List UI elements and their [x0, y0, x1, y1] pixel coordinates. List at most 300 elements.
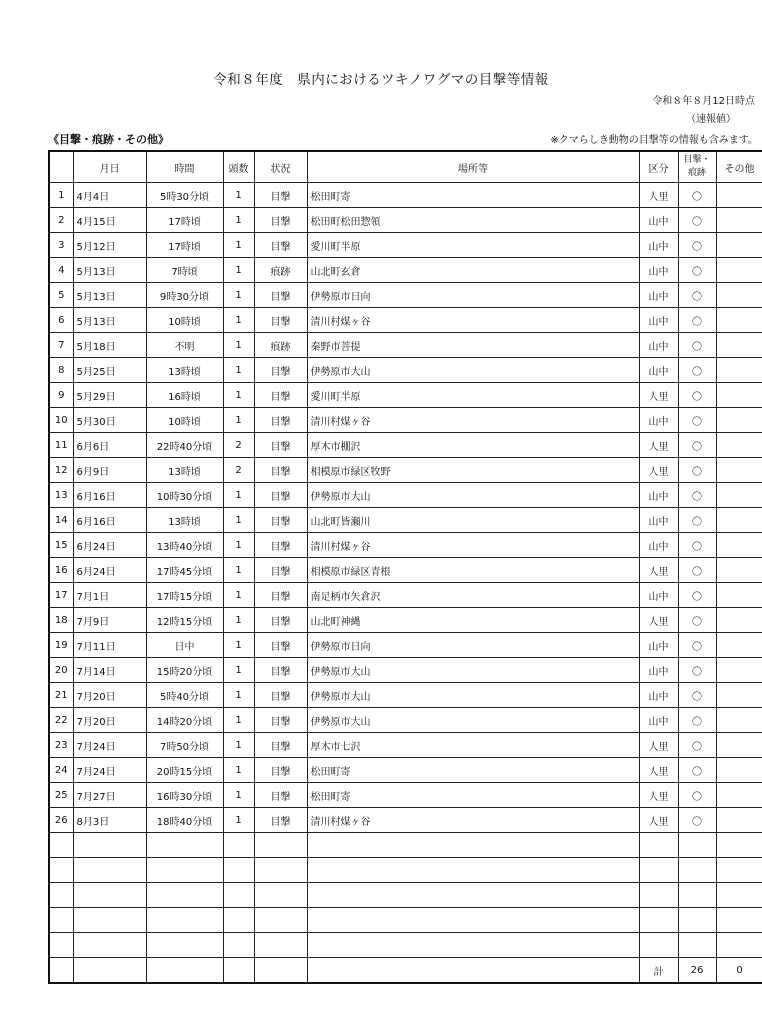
cell-place: 伊勢原市大山	[307, 708, 639, 733]
cell-empty	[678, 858, 716, 883]
cell-other	[716, 408, 762, 433]
cell-sighting: 〇	[678, 533, 716, 558]
cell-other	[716, 783, 762, 808]
total-label: 計	[639, 958, 678, 984]
cell-area: 山中	[639, 358, 678, 383]
table-row	[49, 683, 762, 708]
header-count: 頭数	[223, 151, 254, 183]
cell-count: 1	[223, 633, 254, 658]
cell-count: 1	[223, 483, 254, 508]
cell-other	[716, 283, 762, 308]
cell-sighting: 〇	[678, 733, 716, 758]
cell-other	[716, 733, 762, 758]
cell-count: 2	[223, 458, 254, 483]
cell-time: 15時20分頃	[146, 658, 223, 683]
cell-status: 目撃	[254, 808, 307, 833]
table-row	[49, 458, 762, 483]
cell-sighting: 〇	[678, 433, 716, 458]
cell-empty	[307, 933, 639, 958]
cell-status: 目撃	[254, 308, 307, 333]
cell-date: 7月24日	[73, 758, 146, 783]
cell-date: 6月24日	[73, 558, 146, 583]
cell-sighting: 〇	[678, 483, 716, 508]
cell-date: 7月27日	[73, 783, 146, 808]
header-status: 状況	[254, 151, 307, 183]
as-of-date: 令和８年８月12日時点	[652, 96, 755, 107]
cell-empty	[223, 958, 254, 984]
cell-other	[716, 533, 762, 558]
table-row	[49, 508, 762, 533]
cell-other	[716, 758, 762, 783]
cell-empty	[678, 833, 716, 858]
cell-place: 松田町寄	[307, 183, 639, 208]
cell-sighting: 〇	[678, 283, 716, 308]
cell-empty	[73, 933, 146, 958]
table-row	[49, 708, 762, 733]
cell-no: 16	[49, 558, 73, 583]
cell-time: 20時15分頃	[146, 758, 223, 783]
cell-place: 清川村煤ヶ谷	[307, 808, 639, 833]
cell-place: 相模原市緑区牧野	[307, 458, 639, 483]
cell-empty	[678, 933, 716, 958]
table-row	[49, 383, 762, 408]
cell-time: 13時40分頃	[146, 533, 223, 558]
cell-time: 7時50分頃	[146, 733, 223, 758]
cell-other	[716, 308, 762, 333]
cell-empty	[146, 858, 223, 883]
cell-no: 3	[49, 233, 73, 258]
table-row	[49, 358, 762, 383]
cell-time: 12時15分頃	[146, 608, 223, 633]
cell-date: 6月24日	[73, 533, 146, 558]
cell-empty	[254, 933, 307, 958]
cell-status: 目撃	[254, 583, 307, 608]
cell-no: 18	[49, 608, 73, 633]
cell-empty	[716, 833, 762, 858]
cell-no: 21	[49, 683, 73, 708]
cell-other	[716, 458, 762, 483]
cell-sighting: 〇	[678, 558, 716, 583]
cell-status: 目撃	[254, 283, 307, 308]
cell-empty	[639, 833, 678, 858]
cell-empty	[307, 958, 639, 984]
cell-other	[716, 383, 762, 408]
cell-place: 愛川町半原	[307, 383, 639, 408]
section-title: 《目撃・痕跡・その他》	[48, 133, 169, 146]
cell-status: 目撃	[254, 483, 307, 508]
page-title: 令和８年度 県内におけるツキノワグマの目撃等情報	[213, 72, 549, 88]
cell-date: 7月14日	[73, 658, 146, 683]
cell-date: 4月15日	[73, 208, 146, 233]
cell-status: 目撃	[254, 208, 307, 233]
cell-count: 1	[223, 283, 254, 308]
header-time: 時間	[146, 151, 223, 183]
cell-date: 8月3日	[73, 808, 146, 833]
cell-no: 2	[49, 208, 73, 233]
cell-area: 山中	[639, 208, 678, 233]
table-row	[49, 808, 762, 833]
cell-other	[716, 333, 762, 358]
cell-empty	[223, 858, 254, 883]
cell-empty	[254, 908, 307, 933]
cell-date: 5月29日	[73, 383, 146, 408]
cell-date: 7月20日	[73, 683, 146, 708]
cell-date: 5月13日	[73, 283, 146, 308]
cell-count: 1	[223, 383, 254, 408]
cell-sighting: 〇	[678, 358, 716, 383]
table-row	[49, 483, 762, 508]
cell-other	[716, 683, 762, 708]
cell-status: 目撃	[254, 683, 307, 708]
cell-empty	[146, 833, 223, 858]
cell-empty	[223, 908, 254, 933]
cell-date: 5月25日	[73, 358, 146, 383]
cell-empty	[73, 958, 146, 984]
table-row	[49, 733, 762, 758]
cell-place: 伊勢原市大山	[307, 658, 639, 683]
cell-other	[716, 358, 762, 383]
cell-count: 1	[223, 233, 254, 258]
cell-count: 1	[223, 608, 254, 633]
cell-sighting: 〇	[678, 758, 716, 783]
cell-place: 山北町玄倉	[307, 258, 639, 283]
cell-empty	[223, 833, 254, 858]
cell-status: 目撃	[254, 633, 307, 658]
cell-empty	[639, 858, 678, 883]
cell-sighting: 〇	[678, 658, 716, 683]
cell-sighting: 〇	[678, 258, 716, 283]
cell-no: 10	[49, 408, 73, 433]
cell-area: 人里	[639, 758, 678, 783]
cell-empty	[716, 908, 762, 933]
cell-status: 目撃	[254, 608, 307, 633]
cell-status: 目撃	[254, 383, 307, 408]
cell-place: 伊勢原市大山	[307, 683, 639, 708]
cell-count: 1	[223, 183, 254, 208]
cell-sighting: 〇	[678, 208, 716, 233]
cell-no: 25	[49, 783, 73, 808]
cell-status: 目撃	[254, 508, 307, 533]
cell-time: 16時30分頃	[146, 783, 223, 808]
cell-area: 山中	[639, 533, 678, 558]
cell-empty	[678, 883, 716, 908]
cell-status: 目撃	[254, 558, 307, 583]
table-row	[49, 433, 762, 458]
cell-empty	[254, 833, 307, 858]
cell-other	[716, 708, 762, 733]
cell-time: 日中	[146, 633, 223, 658]
cell-date: 6月16日	[73, 508, 146, 533]
cell-place: 伊勢原市日向	[307, 633, 639, 658]
cell-empty	[49, 883, 73, 908]
cell-sighting: 〇	[678, 333, 716, 358]
cell-area: 山中	[639, 508, 678, 533]
cell-time: 22時40分頃	[146, 433, 223, 458]
cell-time: 9時30分頃	[146, 283, 223, 308]
cell-other	[716, 208, 762, 233]
cell-empty	[146, 933, 223, 958]
table-row	[49, 183, 762, 208]
table-row	[49, 333, 762, 358]
cell-no: 7	[49, 333, 73, 358]
cell-place: 相模原市緑区青根	[307, 558, 639, 583]
cell-other	[716, 233, 762, 258]
cell-area: 人里	[639, 433, 678, 458]
cell-place: 松田町松田惣領	[307, 208, 639, 233]
cell-empty	[254, 958, 307, 984]
total-other: 0	[716, 958, 762, 984]
cell-count: 1	[223, 683, 254, 708]
header-no	[49, 151, 73, 183]
cell-date: 6月6日	[73, 433, 146, 458]
cell-other	[716, 183, 762, 208]
cell-empty	[73, 883, 146, 908]
cell-area: 人里	[639, 808, 678, 833]
cell-place: 愛川町半原	[307, 233, 639, 258]
cell-empty	[678, 908, 716, 933]
cell-status: 目撃	[254, 533, 307, 558]
cell-place: 清川村煤ヶ谷	[307, 533, 639, 558]
cell-no: 1	[49, 183, 73, 208]
cell-date: 7月20日	[73, 708, 146, 733]
cell-area: 山中	[639, 333, 678, 358]
cell-status: 目撃	[254, 408, 307, 433]
table-row	[49, 233, 762, 258]
cell-place: 厚木市七沢	[307, 733, 639, 758]
cell-empty	[73, 908, 146, 933]
cell-count: 1	[223, 783, 254, 808]
header-area: 区分	[639, 151, 678, 183]
cell-count: 1	[223, 308, 254, 333]
cell-date: 5月13日	[73, 258, 146, 283]
cell-count: 1	[223, 558, 254, 583]
cell-time: 13時頃	[146, 458, 223, 483]
cell-time: 17時45分頃	[146, 558, 223, 583]
cell-empty	[639, 933, 678, 958]
cell-date: 5月12日	[73, 233, 146, 258]
table-row	[49, 783, 762, 808]
cell-no: 19	[49, 633, 73, 658]
cell-other	[716, 483, 762, 508]
table-row	[49, 608, 762, 633]
cell-sighting: 〇	[678, 608, 716, 633]
cell-no: 9	[49, 383, 73, 408]
cell-area: 人里	[639, 733, 678, 758]
cell-sighting: 〇	[678, 783, 716, 808]
table-row	[49, 583, 762, 608]
cell-status: 目撃	[254, 458, 307, 483]
cell-area: 山中	[639, 683, 678, 708]
cell-sighting: 〇	[678, 383, 716, 408]
cell-no: 17	[49, 583, 73, 608]
cell-empty	[49, 858, 73, 883]
cell-place: 伊勢原市日向	[307, 283, 639, 308]
header-place: 場所等	[307, 151, 639, 183]
cell-place: 伊勢原市大山	[307, 483, 639, 508]
cell-area: 山中	[639, 483, 678, 508]
cell-sighting: 〇	[678, 683, 716, 708]
cell-time: 5時30分頃	[146, 183, 223, 208]
blank-row	[49, 858, 762, 883]
cell-empty	[716, 933, 762, 958]
cell-sighting: 〇	[678, 233, 716, 258]
cell-empty	[307, 883, 639, 908]
sightings-table	[48, 150, 762, 984]
table-row	[49, 558, 762, 583]
cell-date: 7月1日	[73, 583, 146, 608]
cell-date: 7月9日	[73, 608, 146, 633]
cell-place: 松田町寄	[307, 783, 639, 808]
cell-count: 1	[223, 733, 254, 758]
cell-time: 16時頃	[146, 383, 223, 408]
cell-area: 山中	[639, 583, 678, 608]
cell-empty	[307, 833, 639, 858]
cell-empty	[254, 883, 307, 908]
cell-area: 人里	[639, 458, 678, 483]
blank-row	[49, 933, 762, 958]
cell-count: 1	[223, 758, 254, 783]
table-row	[49, 408, 762, 433]
cell-status: 痕跡	[254, 258, 307, 283]
blank-row	[49, 908, 762, 933]
cell-area: 人里	[639, 783, 678, 808]
cell-count: 1	[223, 508, 254, 533]
cell-no: 24	[49, 758, 73, 783]
cell-count: 1	[223, 333, 254, 358]
cell-no: 4	[49, 258, 73, 283]
header-sighting: 目撃・痕跡	[678, 151, 716, 183]
cell-count: 1	[223, 208, 254, 233]
table-row	[49, 258, 762, 283]
cell-sighting: 〇	[678, 808, 716, 833]
cell-time: 10時30分頃	[146, 483, 223, 508]
cell-empty	[146, 908, 223, 933]
cell-empty	[716, 883, 762, 908]
cell-area: 山中	[639, 708, 678, 733]
cell-empty	[254, 858, 307, 883]
cell-time: 17時15分頃	[146, 583, 223, 608]
cell-other	[716, 558, 762, 583]
table-row	[49, 283, 762, 308]
cell-other	[716, 658, 762, 683]
cell-empty	[73, 833, 146, 858]
cell-area: 人里	[639, 383, 678, 408]
cell-area: 山中	[639, 258, 678, 283]
note-text: ※クマらしき動物の目撃等の情報も含みます。	[550, 135, 758, 146]
total-sighting: 26	[678, 958, 716, 984]
cell-place: 清川村煤ヶ谷	[307, 308, 639, 333]
cell-status: 目撃	[254, 183, 307, 208]
cell-empty	[49, 908, 73, 933]
cell-no: 26	[49, 808, 73, 833]
cell-date: 7月24日	[73, 733, 146, 758]
cell-other	[716, 608, 762, 633]
cell-sighting: 〇	[678, 708, 716, 733]
cell-sighting: 〇	[678, 458, 716, 483]
cell-place: 山北町神縄	[307, 608, 639, 633]
cell-count: 1	[223, 658, 254, 683]
cell-empty	[307, 908, 639, 933]
cell-count: 1	[223, 358, 254, 383]
cell-date: 4月4日	[73, 183, 146, 208]
cell-date: 6月16日	[73, 483, 146, 508]
cell-area: 人里	[639, 183, 678, 208]
cell-time: 13時頃	[146, 508, 223, 533]
table-row	[49, 658, 762, 683]
cell-date: 5月30日	[73, 408, 146, 433]
blank-row	[49, 833, 762, 858]
cell-sighting: 〇	[678, 408, 716, 433]
cell-time: 14時20分頃	[146, 708, 223, 733]
cell-place: 厚木市棚沢	[307, 433, 639, 458]
cell-empty	[639, 908, 678, 933]
cell-no: 12	[49, 458, 73, 483]
cell-time: 10時頃	[146, 408, 223, 433]
cell-no: 11	[49, 433, 73, 458]
cell-no: 5	[49, 283, 73, 308]
cell-date: 5月13日	[73, 308, 146, 333]
cell-area: 山中	[639, 633, 678, 658]
cell-other	[716, 633, 762, 658]
cell-count: 1	[223, 533, 254, 558]
cell-place: 南足柄市矢倉沢	[307, 583, 639, 608]
cell-area: 山中	[639, 408, 678, 433]
table-row	[49, 308, 762, 333]
cell-time: 17時頃	[146, 208, 223, 233]
cell-area: 人里	[639, 558, 678, 583]
cell-other	[716, 258, 762, 283]
cell-no: 6	[49, 308, 73, 333]
cell-count: 1	[223, 583, 254, 608]
cell-empty	[49, 933, 73, 958]
cell-status: 目撃	[254, 733, 307, 758]
cell-date: 5月18日	[73, 333, 146, 358]
cell-status: 目撃	[254, 783, 307, 808]
cell-status: 目撃	[254, 358, 307, 383]
cell-count: 1	[223, 708, 254, 733]
header-other: その他	[716, 151, 762, 183]
table-row	[49, 533, 762, 558]
cell-time: 18時40分頃	[146, 808, 223, 833]
blank-row	[49, 883, 762, 908]
cell-no: 22	[49, 708, 73, 733]
cell-other	[716, 808, 762, 833]
cell-sighting: 〇	[678, 583, 716, 608]
cell-sighting: 〇	[678, 308, 716, 333]
cell-no: 23	[49, 733, 73, 758]
cell-area: 人里	[639, 608, 678, 633]
cell-sighting: 〇	[678, 183, 716, 208]
cell-other	[716, 583, 762, 608]
cell-other	[716, 508, 762, 533]
cell-status: 目撃	[254, 233, 307, 258]
cell-empty	[307, 858, 639, 883]
cell-status: 痕跡	[254, 333, 307, 358]
cell-sighting: 〇	[678, 508, 716, 533]
cell-time: 13時頃	[146, 358, 223, 383]
cell-place: 山北町皆瀬川	[307, 508, 639, 533]
cell-time: 5時40分頃	[146, 683, 223, 708]
cell-count: 2	[223, 433, 254, 458]
table-row	[49, 758, 762, 783]
table-row	[49, 633, 762, 658]
cell-area: 山中	[639, 233, 678, 258]
cell-count: 1	[223, 808, 254, 833]
cell-empty	[49, 833, 73, 858]
cell-area: 山中	[639, 308, 678, 333]
cell-empty	[223, 883, 254, 908]
cell-status: 目撃	[254, 758, 307, 783]
